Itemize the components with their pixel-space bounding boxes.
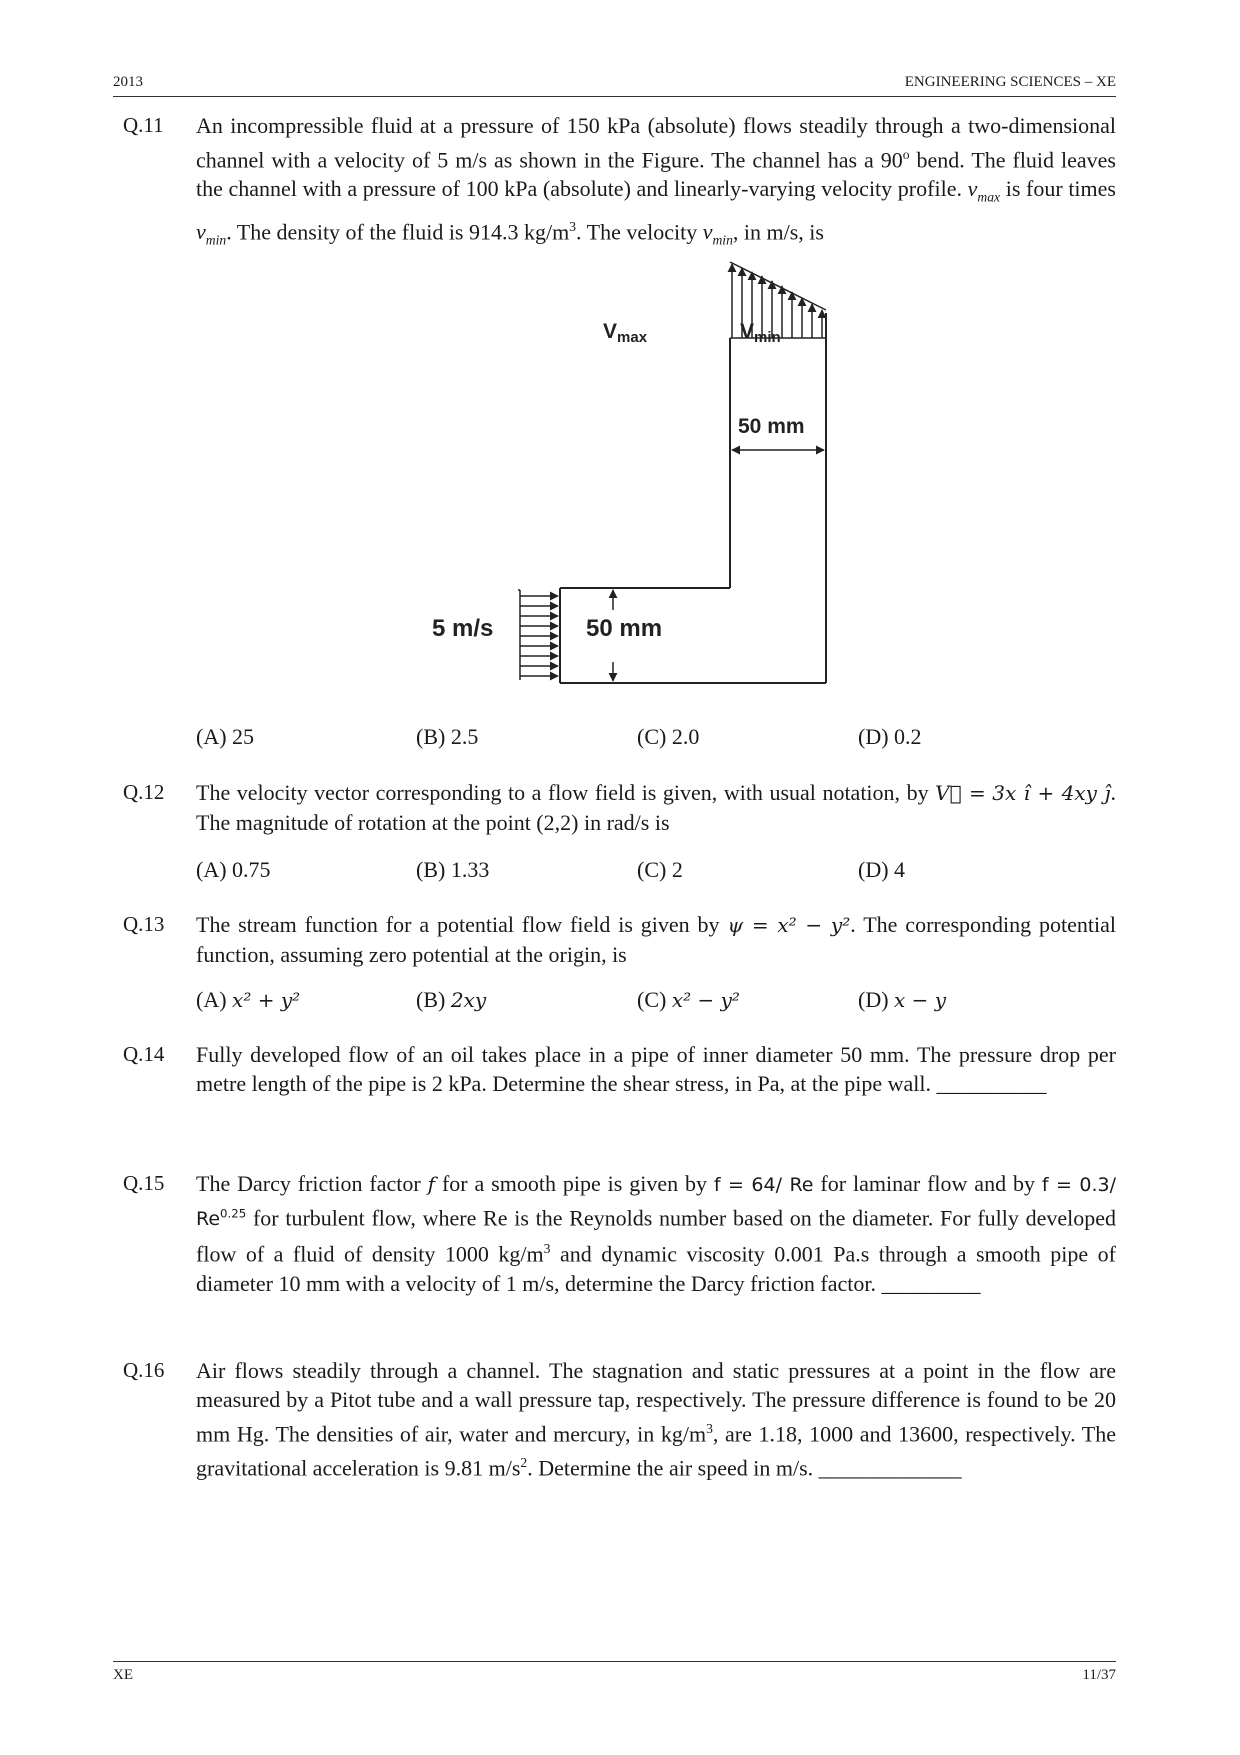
option-d[interactable]: (D) x − y [858,987,947,1012]
option-c[interactable]: (C) 2 [637,857,683,882]
question-number: Q.11 [123,113,164,137]
question-14 [113,1040,1116,1098]
vmin-symbol: $v_{min}$ [196,219,227,248]
header-subject: ENGINEERING SCIENCES – XE [904,74,1116,90]
vmin-symbol: $v_{min}$ [702,219,733,248]
friction-factor-symbol: f [427,1172,436,1196]
channel-bend-figure [400,258,920,688]
question-text: Fully developed flow of an oil takes place in a pipe of inner diameter 50 mm. The pressure drop per metre length of the pipe is 2 kPa. Determine the shear stress, in Pa, at the pipe wall. __________ [196,1042,1116,1096]
question-text: The Darcy friction factor f for a smooth pipe is given by f = 64/ Re for laminar flow and by f = 0.3/ $Re^{0.25}$ for turbulent flow, where Re is the Reynolds number based on the diameter. For fully developed flow of a fluid of density 1000 $kg/m^3$ and dynamic viscosity 0.001 Pa.s through a smooth pipe of diameter 10 mm with a velocity of 1 m/s, determine the Darcy friction factor. _________ [196,1171,1117,1296]
option-b[interactable]: (B) 2.5 [416,724,479,749]
turbulent-equation: f = 0.3/ $Re^{0.25}$ [196,1174,1117,1231]
option-d[interactable]: (D) 4 [858,857,906,882]
header-rule [113,96,1116,97]
option-d[interactable]: (D) 0.2 [858,724,922,749]
question-number: Q.14 [123,1042,165,1066]
option-b[interactable]: (B) 1.33 [416,857,490,882]
footer-rule [113,1661,1116,1662]
question-text: An incompressible fluid at a pressure of 150 kPa (absolute) flows steadily through a two-dimensional channel with a velocity of 5 m/s as shown in the Figure. The channel has a 90$^o$ bend. The fluid leaves the channel with a pressure of 100 kPa (absolute) and linearly-varying velocity profile. $v_{max}$ is four times $v_{min}$. The density of the fluid is 914.3 $kg/m^3$. The velocity $v_{min}$, in m/s, is [196,113,1116,248]
question-13 [113,910,1116,969]
velocity-vector: V⃗ = [935,781,986,805]
footer-code: XE [113,1667,133,1683]
option-c[interactable]: (C) 2.0 [637,724,700,749]
option-a[interactable]: (A) x² + y² [196,987,301,1012]
question-15 [113,1169,1116,1298]
option-c[interactable]: (C) x² − y² [637,987,740,1012]
inlet-velocity-label: 5 m/s [432,615,494,642]
question-text: The velocity vector corresponding to a flow field is given, with usual notation, by V⃗ = 3x î + 4xy ĵ. The magnitude of rotation at the point (2,2) in rad/s is [196,780,1117,835]
question-12 [113,778,1116,837]
question-11 [113,111,1116,254]
velocity-expression: 3x î + 4xy ĵ [992,781,1111,805]
question-number: Q.15 [123,1171,165,1195]
vmin-label: Vmin [740,320,781,346]
option-a[interactable]: (A) 0.75 [196,857,271,882]
laminar-equation: f = 64/ Re [713,1174,814,1196]
page-number: 11/37 [1082,1667,1116,1683]
vmax-symbol: $v_{max}$ [967,176,1001,205]
option-b[interactable]: (B) 2xy [416,987,487,1012]
option-a[interactable]: (A) 25 [196,724,255,749]
inlet-velocity-arrows [518,590,558,680]
width-top-label: 50 mm [738,415,805,438]
width-bottom-label: 50 mm [586,615,663,642]
channel-diagram [400,258,920,688]
vmax-label: Vmax [603,320,648,346]
question-text: Air flows steadily through a channel. The stagnation and static pressures at a point in the flow are measured by a Pitot tube and a wall pressure tap, respectively. The pressure difference is found to be 20 mm Hg. The densities of air, water and mercury, in $kg/m^3$, are 1.18, 1000 and 13600, respectively. The gravitational acceleration is 9.81 $m/s^2$. Determine the air speed in m/s. _____________ [196,1358,1117,1481]
question-number: Q.16 [123,1358,165,1382]
question-text: The stream function for a potential flow field is given by ψ = x² − y². The corresponding potential function, assuming zero potential at the origin, is [196,912,1117,967]
stream-function: ψ = x² − y² [727,913,851,937]
question-number: Q.12 [123,780,165,804]
question-number: Q.13 [123,912,165,936]
header-year: 2013 [113,74,143,90]
question-16 [113,1356,1116,1483]
